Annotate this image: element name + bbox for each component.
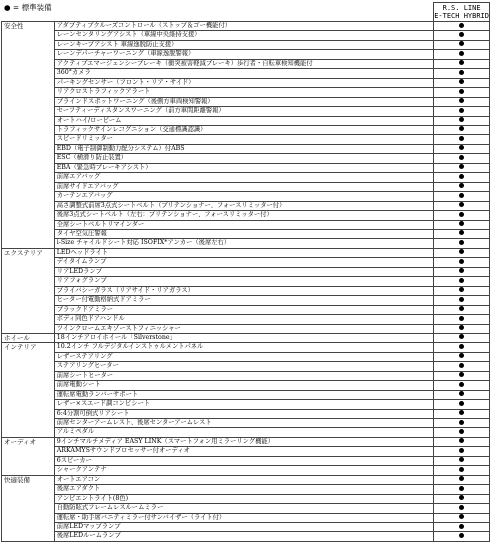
standard-mark-cell bbox=[434, 258, 490, 267]
standard-dot-icon bbox=[459, 98, 464, 103]
table-row bbox=[2, 229, 490, 238]
standard-mark-cell bbox=[434, 343, 490, 352]
feature-label: ESC（横滑り防止装置） bbox=[54, 154, 434, 163]
standard-dot-icon bbox=[459, 23, 464, 28]
standard-mark-cell bbox=[434, 419, 490, 428]
feature-label: レザー×スエード調コンビシート bbox=[54, 400, 434, 409]
table-row bbox=[2, 456, 490, 465]
standard-mark-cell bbox=[434, 69, 490, 78]
standard-dot-icon bbox=[459, 486, 464, 491]
standard-dot-icon bbox=[459, 230, 464, 235]
feature-label: オートエアコン bbox=[54, 475, 434, 484]
standard-dot-icon bbox=[459, 457, 464, 462]
feature-label: 後席LEDルームランプ bbox=[54, 532, 434, 541]
standard-mark-cell bbox=[434, 504, 490, 513]
feature-label: 前席シートヒーター bbox=[54, 371, 434, 380]
table-row bbox=[2, 400, 490, 409]
feature-label: 自動防眩式フレームレスルームミラー bbox=[54, 504, 434, 513]
table-row bbox=[2, 352, 490, 361]
table-row bbox=[2, 88, 490, 97]
standard-dot-icon bbox=[459, 136, 464, 141]
standard-dot-icon bbox=[459, 505, 464, 510]
legend: ● = 標準装備 bbox=[4, 3, 52, 12]
standard-mark-cell bbox=[434, 135, 490, 144]
feature-label: 6:4分割可倒式リアシート bbox=[54, 409, 434, 418]
table-row bbox=[2, 22, 490, 31]
feature-label: ARKAMYSサウンドプロセッサー付オーディオ bbox=[54, 447, 434, 456]
table-row bbox=[2, 485, 490, 494]
standard-mark-cell bbox=[434, 154, 490, 163]
standard-dot-icon bbox=[459, 287, 464, 292]
table-row bbox=[2, 390, 490, 399]
feature-label: セーフティーディスタンスワーニング（前方車間距離警報） bbox=[54, 107, 434, 116]
standard-mark-cell bbox=[434, 201, 490, 210]
table-row bbox=[2, 494, 490, 503]
feature-label: プライバシーガラス（リアサイド・リアガラス） bbox=[54, 286, 434, 295]
feature-label: リアフォグランプ bbox=[54, 277, 434, 286]
table-row bbox=[2, 40, 490, 49]
standard-mark-cell bbox=[434, 324, 490, 333]
standard-mark-cell bbox=[434, 229, 490, 238]
feature-label: 前席センターアームレスト、後席センターアームレスト bbox=[54, 419, 434, 428]
feature-label: 前席エアバッグ bbox=[54, 173, 434, 182]
model-powertrain: E-TECH HYBRID bbox=[434, 12, 489, 20]
feature-label: カーテンエアバッグ bbox=[54, 192, 434, 201]
table-row bbox=[2, 239, 490, 248]
standard-mark-cell bbox=[434, 305, 490, 314]
standard-mark-cell bbox=[434, 485, 490, 494]
standard-dot-icon bbox=[459, 438, 464, 443]
standard-dot-icon bbox=[459, 117, 464, 122]
category-cell: インテリア bbox=[2, 343, 55, 438]
feature-label: 運転席電動ランバーサポート bbox=[54, 390, 434, 399]
standard-mark-cell bbox=[434, 390, 490, 399]
table-row bbox=[2, 125, 490, 134]
standard-mark-cell bbox=[434, 456, 490, 465]
standard-dot-icon bbox=[459, 89, 464, 94]
feature-label: 9インチマルチメディア EASY LINK（スマートフォン用ミラーリング機能） bbox=[54, 437, 434, 446]
table-row bbox=[2, 447, 490, 456]
standard-dot-icon bbox=[459, 467, 464, 472]
standard-mark-cell bbox=[434, 523, 490, 532]
standard-dot-icon bbox=[459, 420, 464, 425]
standard-mark-cell bbox=[434, 428, 490, 437]
table-row bbox=[2, 31, 490, 40]
table-row bbox=[2, 286, 490, 295]
standard-mark-cell bbox=[434, 381, 490, 390]
table-row bbox=[2, 419, 490, 428]
feature-label: スピードリミッター bbox=[54, 135, 434, 144]
table-body bbox=[2, 22, 490, 542]
table-row bbox=[2, 305, 490, 314]
standard-dot-icon bbox=[459, 401, 464, 406]
model-name: R.S. LINE bbox=[442, 4, 481, 12]
standard-dot-icon bbox=[459, 278, 464, 283]
standard-mark-cell bbox=[434, 220, 490, 229]
standard-dot-icon bbox=[459, 372, 464, 377]
table-row bbox=[2, 163, 490, 172]
feature-label: レザーステアリング bbox=[54, 352, 434, 361]
standard-dot-icon bbox=[459, 382, 464, 387]
table-row bbox=[2, 523, 490, 532]
standard-dot-icon bbox=[459, 183, 464, 188]
feature-label: 6スピーカー bbox=[54, 456, 434, 465]
table-row bbox=[2, 144, 490, 153]
standard-dot-icon bbox=[459, 174, 464, 179]
feature-label: ステアリングヒーター bbox=[54, 362, 434, 371]
standard-mark-cell bbox=[434, 248, 490, 257]
feature-label: 前席LEDマップランプ bbox=[54, 523, 434, 532]
feature-label: 18インチアロイホイール「Silverstone」 bbox=[54, 333, 434, 342]
table-row bbox=[2, 154, 490, 163]
feature-label: 高さ調整式前席3点式シートベルト（プリテンショナー、フォースリミッター付） bbox=[54, 201, 434, 210]
standard-dot-icon bbox=[459, 268, 464, 273]
table-row bbox=[2, 428, 490, 437]
standard-dot-icon bbox=[459, 429, 464, 434]
table-row bbox=[2, 333, 490, 342]
standard-dot-icon bbox=[459, 353, 464, 358]
standard-mark-cell bbox=[434, 78, 490, 87]
standard-mark-cell bbox=[434, 466, 490, 475]
standard-mark-cell bbox=[434, 447, 490, 456]
feature-label: EBA（緊急時ブレーキアシスト） bbox=[54, 163, 434, 172]
standard-dot-icon bbox=[459, 363, 464, 368]
feature-label: デイタイムランプ bbox=[54, 258, 434, 267]
table-row bbox=[2, 78, 490, 87]
table-header-row bbox=[2, 3, 490, 22]
standard-dot-icon bbox=[459, 221, 464, 226]
standard-mark-cell bbox=[434, 125, 490, 134]
feature-label: 運転席・助手席バニティミラー付サンバイザー（ライト付） bbox=[54, 513, 434, 522]
feature-label: リアLEDランプ bbox=[54, 267, 434, 276]
table-row bbox=[2, 267, 490, 276]
feature-label: 全席シートベルトリマインダー bbox=[54, 220, 434, 229]
standard-mark-cell bbox=[434, 315, 490, 324]
table-row bbox=[2, 504, 490, 513]
standard-dot-icon bbox=[459, 410, 464, 415]
standard-mark-cell bbox=[434, 116, 490, 125]
standard-mark-cell bbox=[434, 352, 490, 361]
standard-dot-icon bbox=[459, 448, 464, 453]
standard-mark-cell bbox=[434, 494, 490, 503]
feature-label: i-Size チャイルドシート対応 ISOFIX*アンカー（後席左右） bbox=[54, 239, 434, 248]
standard-mark-cell bbox=[434, 409, 490, 418]
table-row bbox=[2, 277, 490, 286]
standard-mark-cell bbox=[434, 31, 490, 40]
feature-label: アクティブエマージェンシーブレーキ（衝突被害軽減ブレーキ）歩行者・自転車検知機能付 bbox=[54, 59, 434, 68]
standard-mark-cell bbox=[434, 296, 490, 305]
table-row bbox=[2, 532, 490, 541]
table-row bbox=[2, 182, 490, 191]
table-row bbox=[2, 315, 490, 324]
category-cell: ホイール bbox=[2, 333, 55, 342]
table-row bbox=[2, 324, 490, 333]
standard-dot-icon bbox=[459, 212, 464, 217]
standard-dot-icon bbox=[459, 155, 464, 160]
feature-label: レーンデパーチャーワーニング（車線逸脱警報） bbox=[54, 50, 434, 59]
table-row bbox=[2, 69, 490, 78]
category-cell: オーディオ bbox=[2, 437, 55, 475]
standard-mark-cell bbox=[434, 22, 490, 31]
table-row bbox=[2, 107, 490, 116]
standard-mark-cell bbox=[434, 211, 490, 220]
table-row bbox=[2, 192, 490, 201]
standard-mark-cell bbox=[434, 192, 490, 201]
standard-dot-icon bbox=[459, 193, 464, 198]
standard-dot-icon bbox=[459, 202, 464, 207]
standard-dot-icon bbox=[459, 126, 464, 131]
feature-label: トラフィックサインレコグニション（交通標識認識） bbox=[54, 125, 434, 134]
model-column-header bbox=[434, 3, 490, 22]
standard-dot-icon bbox=[459, 533, 464, 538]
table-row bbox=[2, 248, 490, 257]
standard-mark-cell bbox=[434, 88, 490, 97]
standard-mark-cell bbox=[434, 286, 490, 295]
table-row bbox=[2, 343, 490, 352]
standard-dot-icon bbox=[459, 391, 464, 396]
table-row bbox=[2, 173, 490, 182]
feature-label: ブラックドアミラー bbox=[54, 305, 434, 314]
category-cell: 快適装備 bbox=[2, 475, 55, 541]
standard-dot-icon bbox=[459, 70, 464, 75]
standard-dot-icon bbox=[459, 476, 464, 481]
standard-mark-cell bbox=[434, 362, 490, 371]
feature-label: オートハイ/ロービーム bbox=[54, 116, 434, 125]
table-row bbox=[2, 211, 490, 220]
standard-mark-cell bbox=[434, 40, 490, 49]
feature-label: ヒーター付電動格納式ドアミラー bbox=[54, 296, 434, 305]
standard-dot-icon bbox=[459, 32, 464, 37]
feature-label: 後席3点式シートベルト（左右：プリテンショナー、フォースリミッター付） bbox=[54, 211, 434, 220]
header-blank bbox=[2, 3, 434, 22]
standard-dot-icon bbox=[459, 316, 464, 321]
feature-label: アンビエントライト(8色) bbox=[54, 494, 434, 503]
standard-dot-icon bbox=[459, 249, 464, 254]
standard-mark-cell bbox=[434, 371, 490, 380]
standard-dot-icon bbox=[459, 164, 464, 169]
feature-label: レーンセンタリングアシスト（車線中央維持支援） bbox=[54, 31, 434, 40]
standard-dot-icon bbox=[459, 344, 464, 349]
table-row bbox=[2, 50, 490, 59]
standard-mark-cell bbox=[434, 475, 490, 484]
feature-label: アルミペダル bbox=[54, 428, 434, 437]
standard-mark-cell bbox=[434, 107, 490, 116]
standard-dot-icon bbox=[459, 495, 464, 500]
standard-dot-icon bbox=[459, 41, 464, 46]
standard-dot-icon bbox=[459, 514, 464, 519]
feature-label: パーキングセンサー（フロント・リア・サイド） bbox=[54, 78, 434, 87]
feature-label: アダプティブクルーズコントロール（ストップ＆ゴー機能付） bbox=[54, 22, 434, 31]
table-row bbox=[2, 381, 490, 390]
table-row bbox=[2, 116, 490, 125]
standard-dot-icon bbox=[459, 334, 464, 339]
feature-label: LEDヘッドライト bbox=[54, 248, 434, 257]
standard-mark-cell bbox=[434, 144, 490, 153]
standard-dot-icon bbox=[459, 306, 464, 311]
table-row bbox=[2, 437, 490, 446]
feature-label: 前席電動シート bbox=[54, 381, 434, 390]
table-row bbox=[2, 97, 490, 106]
feature-label: 360°カメラ bbox=[54, 69, 434, 78]
standard-mark-cell bbox=[434, 173, 490, 182]
standard-mark-cell bbox=[434, 277, 490, 286]
standard-dot-icon bbox=[459, 79, 464, 84]
standard-dot-icon bbox=[459, 240, 464, 245]
table-row bbox=[2, 475, 490, 484]
table-row bbox=[2, 59, 490, 68]
table-row bbox=[2, 409, 490, 418]
category-cell: 安全性 bbox=[2, 22, 55, 249]
table-row bbox=[2, 258, 490, 267]
standard-dot-icon bbox=[459, 325, 464, 330]
feature-label: レーンキープアシスト 車線逸脱防止支援） bbox=[54, 40, 434, 49]
standard-mark-cell bbox=[434, 267, 490, 276]
feature-label: EBD（電子制御制動力配分システム）付ABS bbox=[54, 144, 434, 153]
feature-label: 前席サイドエアバッグ bbox=[54, 182, 434, 191]
standard-mark-cell bbox=[434, 239, 490, 248]
standard-dot-icon bbox=[459, 259, 464, 264]
table-row bbox=[2, 201, 490, 210]
standard-mark-cell bbox=[434, 97, 490, 106]
feature-label: ボディ同色ドアハンドル bbox=[54, 315, 434, 324]
standard-mark-cell bbox=[434, 400, 490, 409]
standard-mark-cell bbox=[434, 513, 490, 522]
feature-label: リアクロストラフィックアラート bbox=[54, 88, 434, 97]
feature-label: シャークアンテナ bbox=[54, 466, 434, 475]
standard-mark-cell bbox=[434, 333, 490, 342]
standard-dot-icon bbox=[459, 60, 464, 65]
feature-label: 後席エアダクト bbox=[54, 485, 434, 494]
equipment-table bbox=[1, 2, 490, 542]
standard-mark-cell bbox=[434, 532, 490, 541]
standard-dot-icon bbox=[459, 524, 464, 529]
standard-dot-icon bbox=[459, 51, 464, 56]
table-row bbox=[2, 362, 490, 371]
standard-mark-cell bbox=[434, 50, 490, 59]
category-cell: エクステリア bbox=[2, 248, 55, 333]
feature-label: タイヤ空気圧警報 bbox=[54, 229, 434, 238]
standard-mark-cell bbox=[434, 437, 490, 446]
table-row bbox=[2, 513, 490, 522]
feature-label: ツインクロームエキゾーストフィニッシャー bbox=[54, 324, 434, 333]
feature-label: ブラインドスポットワーニング（後側方車両検知警報） bbox=[54, 97, 434, 106]
table-row bbox=[2, 296, 490, 305]
feature-label: 10.2インチ フルデジタルインストゥルメントパネル bbox=[54, 343, 434, 352]
table-row bbox=[2, 220, 490, 229]
standard-dot-icon bbox=[459, 108, 464, 113]
table-row bbox=[2, 466, 490, 475]
table-row bbox=[2, 371, 490, 380]
standard-mark-cell bbox=[434, 182, 490, 191]
standard-dot-icon bbox=[459, 297, 464, 302]
standard-mark-cell bbox=[434, 163, 490, 172]
standard-dot-icon bbox=[459, 145, 464, 150]
standard-mark-cell bbox=[434, 59, 490, 68]
table-row bbox=[2, 135, 490, 144]
